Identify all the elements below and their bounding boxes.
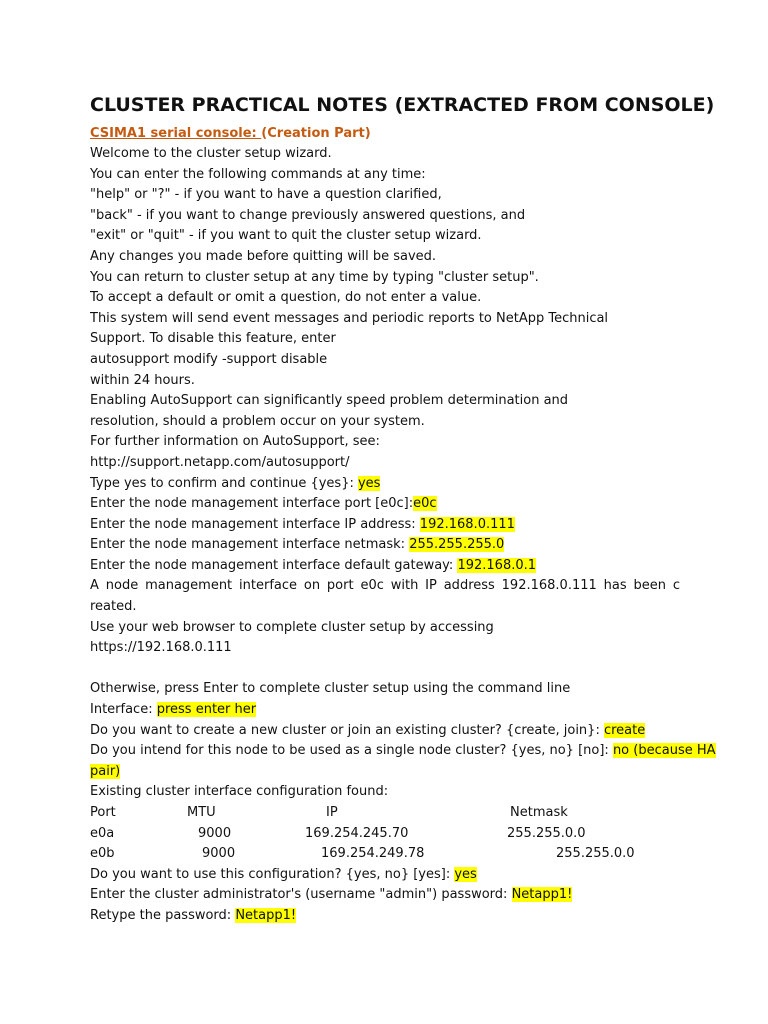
text-line: Existing cluster interface configuration found: (90, 784, 389, 800)
prompt-line (90, 865, 680, 886)
table-cell: 169.254.245.70 (305, 825, 409, 841)
section-heading-underlined: CSIMA1 serial console: (90, 126, 262, 141)
prompt-question: Do you want to use this configuration? {yes, no} [yes]: (90, 866, 455, 882)
document-title: CLUSTER PRACTICAL NOTES (EXTRACTED FROM CONSOLE) (90, 94, 715, 116)
prompt-question: Enter the node management interface netmask: (90, 537, 410, 553)
prompt-line (90, 515, 680, 536)
table-cell: 169.254.249.78 (321, 846, 425, 862)
prompt-line (90, 535, 680, 556)
prompt-answer: e0c (413, 496, 437, 512)
prompt-answer: 255.255.255.0 (409, 537, 505, 553)
prompt-answer: Netapp1! (511, 887, 573, 903)
prompt-answer: yes (454, 866, 477, 882)
text-line: Welcome to the cluster setup wizard. (90, 146, 332, 161)
prompt-question: Do you want to create a new cluster or join an existing cluster? {create, join}: (90, 722, 604, 738)
prompt-question: Enter the node management interface IP address: (90, 516, 420, 532)
text-line: You can enter the following commands at any time: (90, 166, 426, 182)
prompt-answer: pair) (90, 763, 121, 779)
prompt-answer: press enter her (156, 702, 257, 718)
prompt-line (90, 741, 716, 762)
text-line: autosupport modify -support disable (90, 351, 328, 367)
table-cell: 9000 (198, 825, 232, 841)
text-line: https://192.168.0.111 (90, 640, 232, 656)
table-cell: 9000 (202, 846, 236, 862)
text-line: reated. (90, 599, 137, 615)
prompt-line (90, 700, 680, 721)
text-line: Enabling AutoSupport can significantly speed problem determination and (90, 393, 569, 409)
text-line: Use your web browser to complete cluster setup by accessing (90, 619, 494, 635)
prompt-line (90, 494, 680, 515)
prompt-line (90, 885, 680, 906)
text-line: For further information on AutoSupport, see: (90, 434, 380, 450)
text-line: http://support.netapp.com/autosupport/ (90, 454, 350, 470)
text-line: Otherwise, press Enter to complete cluster setup using the command line (90, 681, 571, 697)
justified-text-line: A node management interface on port e0c with IP address 192.168.0.111 has been c (90, 578, 680, 594)
document-page (90, 92, 716, 927)
prompt-question: Retype the password: (90, 907, 236, 923)
table-cell: 255.255.0.0 (507, 825, 586, 841)
prompt-answer: 192.168.0.1 (457, 557, 537, 573)
text-line: resolution, should a problem occur on your system. (90, 413, 425, 429)
prompt-answer: Netapp1! (235, 907, 297, 923)
table-row (90, 844, 680, 865)
text-line: within 24 hours. (90, 372, 195, 388)
section-heading (90, 124, 680, 144)
prompt-line (90, 721, 680, 742)
text-line: "help" or "?" - if you want to have a question clarified, (90, 187, 442, 203)
table-header-cell: Netmask (510, 805, 568, 820)
prompt-answer: yes (357, 475, 381, 491)
text-line: This system will send event messages and periodic reports to NetApp Technical (90, 310, 609, 326)
table-cell: e0a (90, 825, 115, 841)
prompt-question: Enter the node management interface port [e0c]: (90, 496, 414, 512)
blank-line (90, 659, 680, 680)
prompt-answer: no (because HA (612, 743, 716, 759)
prompt-line-continued (90, 762, 680, 783)
table-cell: e0b (90, 846, 115, 862)
prompt-question: Do you intend for this node to be used as a single node cluster? {yes, no} [no]: (90, 743, 613, 759)
text-line: "exit" or "quit" - if you want to quit the cluster setup wizard. (90, 228, 482, 244)
table-header-cell: MTU (187, 805, 216, 820)
prompt-question: Interface: (90, 702, 157, 718)
text-line: Any changes you made before quitting will be saved. (90, 248, 437, 264)
prompt-line (90, 556, 680, 577)
table-header-cell: Port (90, 805, 116, 820)
prompt-question: Enter the cluster administrator's (username "admin") password: (90, 887, 512, 903)
text-line: To accept a default or omit a question, do not enter a value. (90, 290, 482, 306)
prompt-answer: 192.168.0.111 (419, 516, 515, 532)
prompt-answer: create (603, 722, 646, 738)
prompt-line (90, 474, 680, 495)
text-line: Support. To disable this feature, enter (90, 331, 336, 347)
text-line: You can return to cluster setup at any time by typing "cluster setup". (90, 269, 539, 285)
table-cell: 255.255.0.0 (556, 846, 635, 862)
prompt-line (90, 906, 680, 927)
table-header-cell: IP (326, 805, 338, 820)
section-heading-rest: (Creation Part) (261, 126, 371, 141)
table-row (90, 824, 680, 845)
prompt-question: Enter the node management interface default gateway: (90, 557, 458, 573)
text-line: "back" - if you want to change previously answered questions, and (90, 207, 526, 223)
prompt-question: Type yes to confirm and continue {yes}: (90, 475, 358, 491)
table-header (90, 803, 680, 824)
